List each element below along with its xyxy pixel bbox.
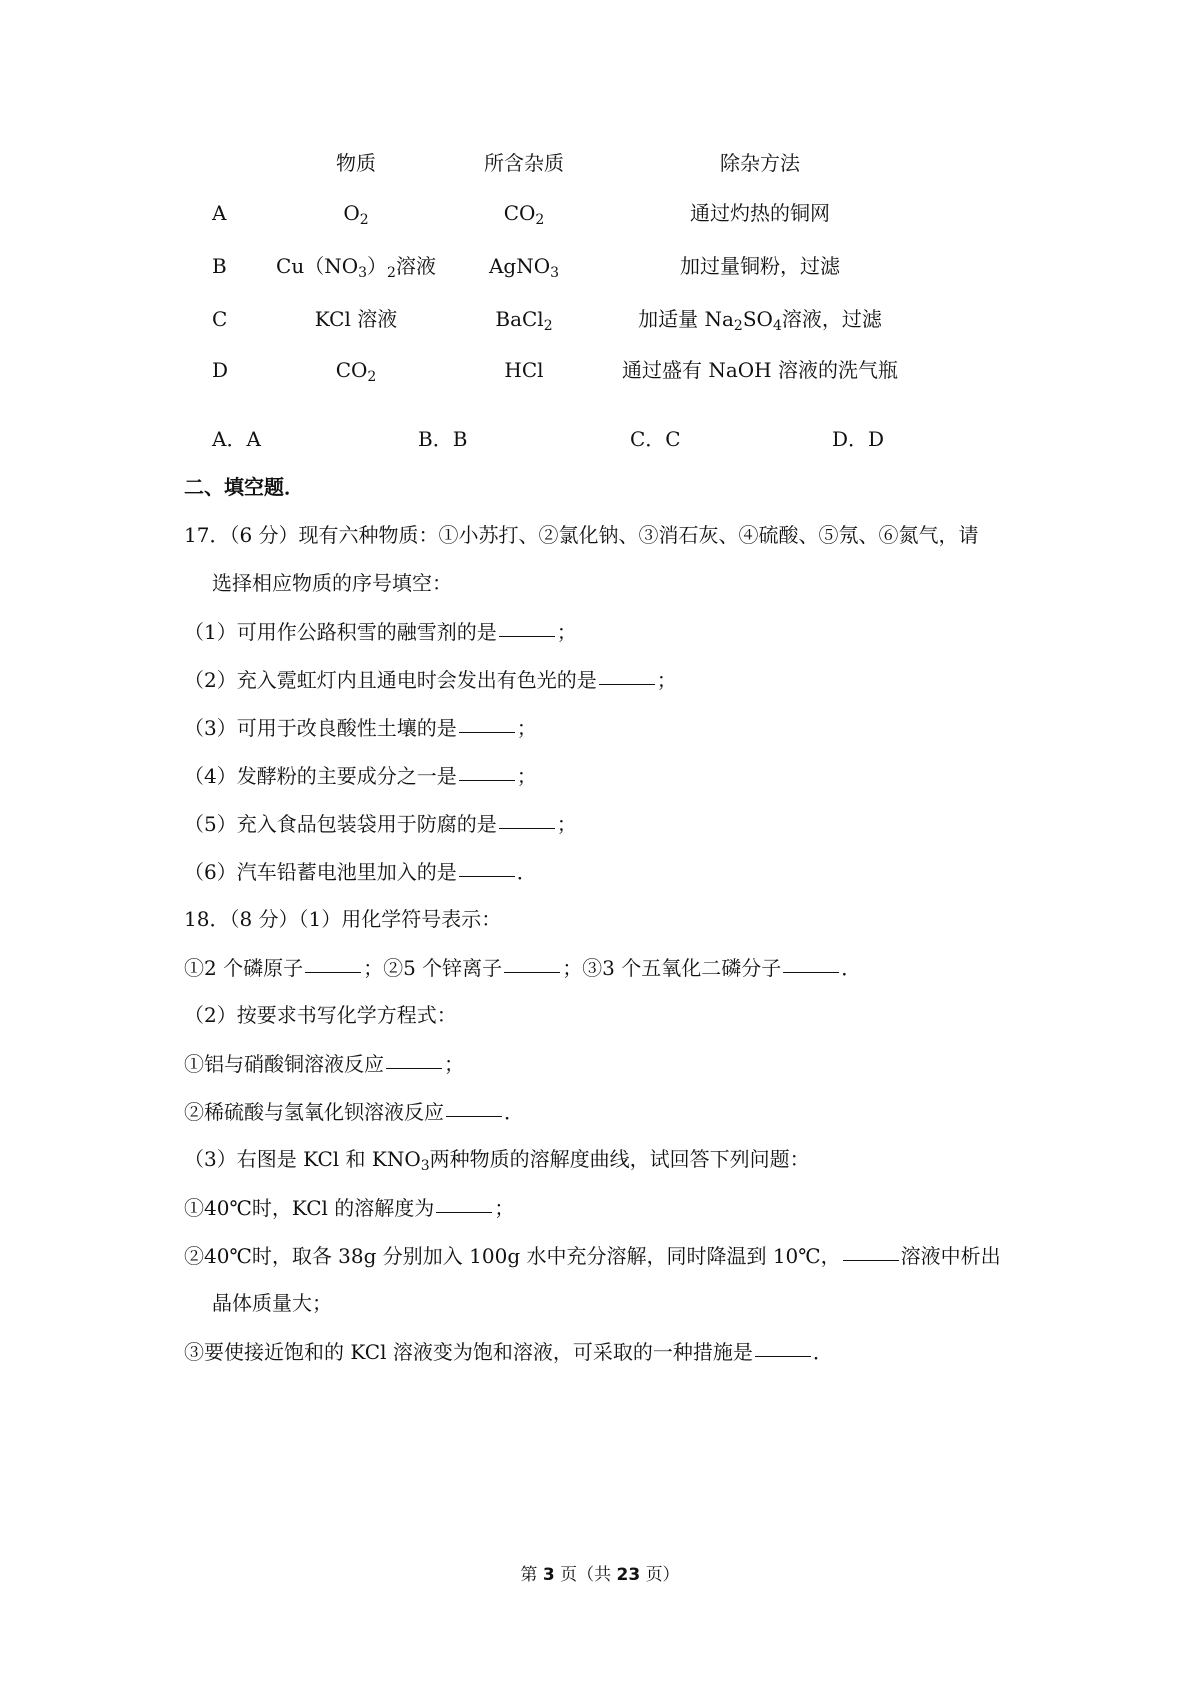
row-substance: $CO_2$ [335, 358, 377, 385]
row-letter: B [212, 254, 227, 278]
row-substance: $O_2$ [343, 201, 369, 228]
q18-eq1: ①铝与硝酸铜溶液反应 ； [184, 1048, 464, 1079]
q18-symbols: ①2 个磷原子 ；②5 个锌离子 ；③3 个五氧化二磷分子 ． [184, 952, 861, 983]
answer-blank[interactable] [783, 952, 839, 973]
page-footer: 第 3 页（共 23 页） [520, 1565, 680, 1585]
q17-stem-line1: 17．（6 分）现有六种物质：①小苏打、②氯化钠、③消石灰、④硫酸、⑤氖、⑥氮气，请 [184, 523, 979, 547]
q17-item-4: （4）发酵粉的主要成分之一是 ； [184, 760, 537, 791]
answer-blank[interactable] [459, 712, 515, 733]
answer-blank[interactable] [459, 760, 515, 781]
answer-blank[interactable] [446, 1096, 502, 1117]
option-c[interactable]: C．C [630, 427, 681, 451]
q17-item-3: （3）可用于改良酸性土壤的是 ； [184, 712, 537, 743]
answer-blank[interactable] [305, 952, 361, 973]
q18-eq2: ②稀硫酸与氢氧化钡溶液反应 ． [184, 1096, 524, 1127]
answer-blank[interactable] [459, 856, 515, 877]
row-method: 加适量 $Na_2SO_4$溶液，过滤 [638, 307, 882, 334]
row-letter: D [212, 358, 229, 382]
q18-s2-line2: 晶体质量大； [212, 1291, 332, 1315]
q17-item-2: （2）充入霓虹灯内且通电时会发出有色光的是 ； [184, 664, 677, 695]
table-row [0, 198, 1200, 228]
answer-blank[interactable] [755, 1336, 811, 1357]
page-number: 3 [542, 1565, 555, 1585]
section-title: 二、填空题． [184, 475, 304, 499]
row-method: 通过盛有 NaOH 溶液的洗气瓶 [622, 358, 898, 382]
row-letter: A [212, 201, 227, 225]
answer-blank[interactable] [436, 1192, 492, 1213]
row-letter: C [212, 307, 228, 331]
answer-blank[interactable] [386, 1048, 442, 1069]
q18-s2: ②40℃时，取各 38g 分别加入 100g 水中充分溶解，同时降温到 10℃， 溶液中析出 [184, 1240, 1001, 1271]
header-method: 除杂方法 [720, 151, 800, 175]
answer-blank[interactable] [843, 1240, 899, 1261]
row-method: 加过量铜粉，过滤 [680, 254, 840, 278]
option-b[interactable]: B．B [418, 427, 468, 451]
row-impurity: $CO_2$ [503, 201, 545, 228]
table-row [0, 251, 1200, 281]
q18-stem: 18．（8 分）（1）用化学符号表示： [184, 907, 502, 931]
answer-blank[interactable] [499, 616, 555, 637]
q17-item-5: （5）充入食品包装袋用于防腐的是 ； [184, 808, 577, 839]
answer-blank[interactable] [504, 952, 560, 973]
row-method: 通过灼热的铜网 [690, 201, 830, 225]
row-substance: KCl 溶液 [314, 307, 398, 331]
row-impurity: HCl [504, 358, 544, 382]
q17-item-6: （6）汽车铅蓄电池里加入的是 ． [184, 856, 537, 887]
option-d[interactable]: D．D [832, 427, 885, 451]
answer-blank[interactable] [499, 808, 555, 829]
total-pages: 23 [616, 1565, 641, 1585]
table-row [0, 304, 1200, 334]
row-substance: $Cu(NO_3)_2$溶液 [276, 254, 436, 281]
table-header [0, 148, 1200, 178]
header-substance: 物质 [336, 151, 376, 175]
q17-item-1: （1）可用作公路积雪的融雪剂的是 ； [184, 616, 577, 647]
answer-options [0, 424, 1200, 454]
header-impurity: 所含杂质 [484, 151, 564, 175]
q17-stem-line2: 选择相应物质的序号填空： [212, 571, 452, 595]
row-impurity: AgNO$_3$ [488, 254, 560, 281]
answer-blank[interactable] [599, 664, 655, 685]
q18-s1: ①40℃时，KCl 的溶解度为 ； [184, 1192, 514, 1223]
q18-s3: ③要使接近饱和的 KCl 溶液变为饱和溶液，可采取的一种措施是 ． [184, 1336, 833, 1367]
q18-part3: （3）右图是 KCl 和 $KNO_3$两种物质的溶解度曲线，试回答下列问题： [184, 1147, 810, 1174]
table-row [0, 355, 1200, 385]
row-impurity: BaCl$_2$ [495, 307, 553, 334]
option-a[interactable]: A．A [212, 427, 261, 451]
q18-part2: （2）按要求书写化学方程式： [184, 1003, 457, 1027]
